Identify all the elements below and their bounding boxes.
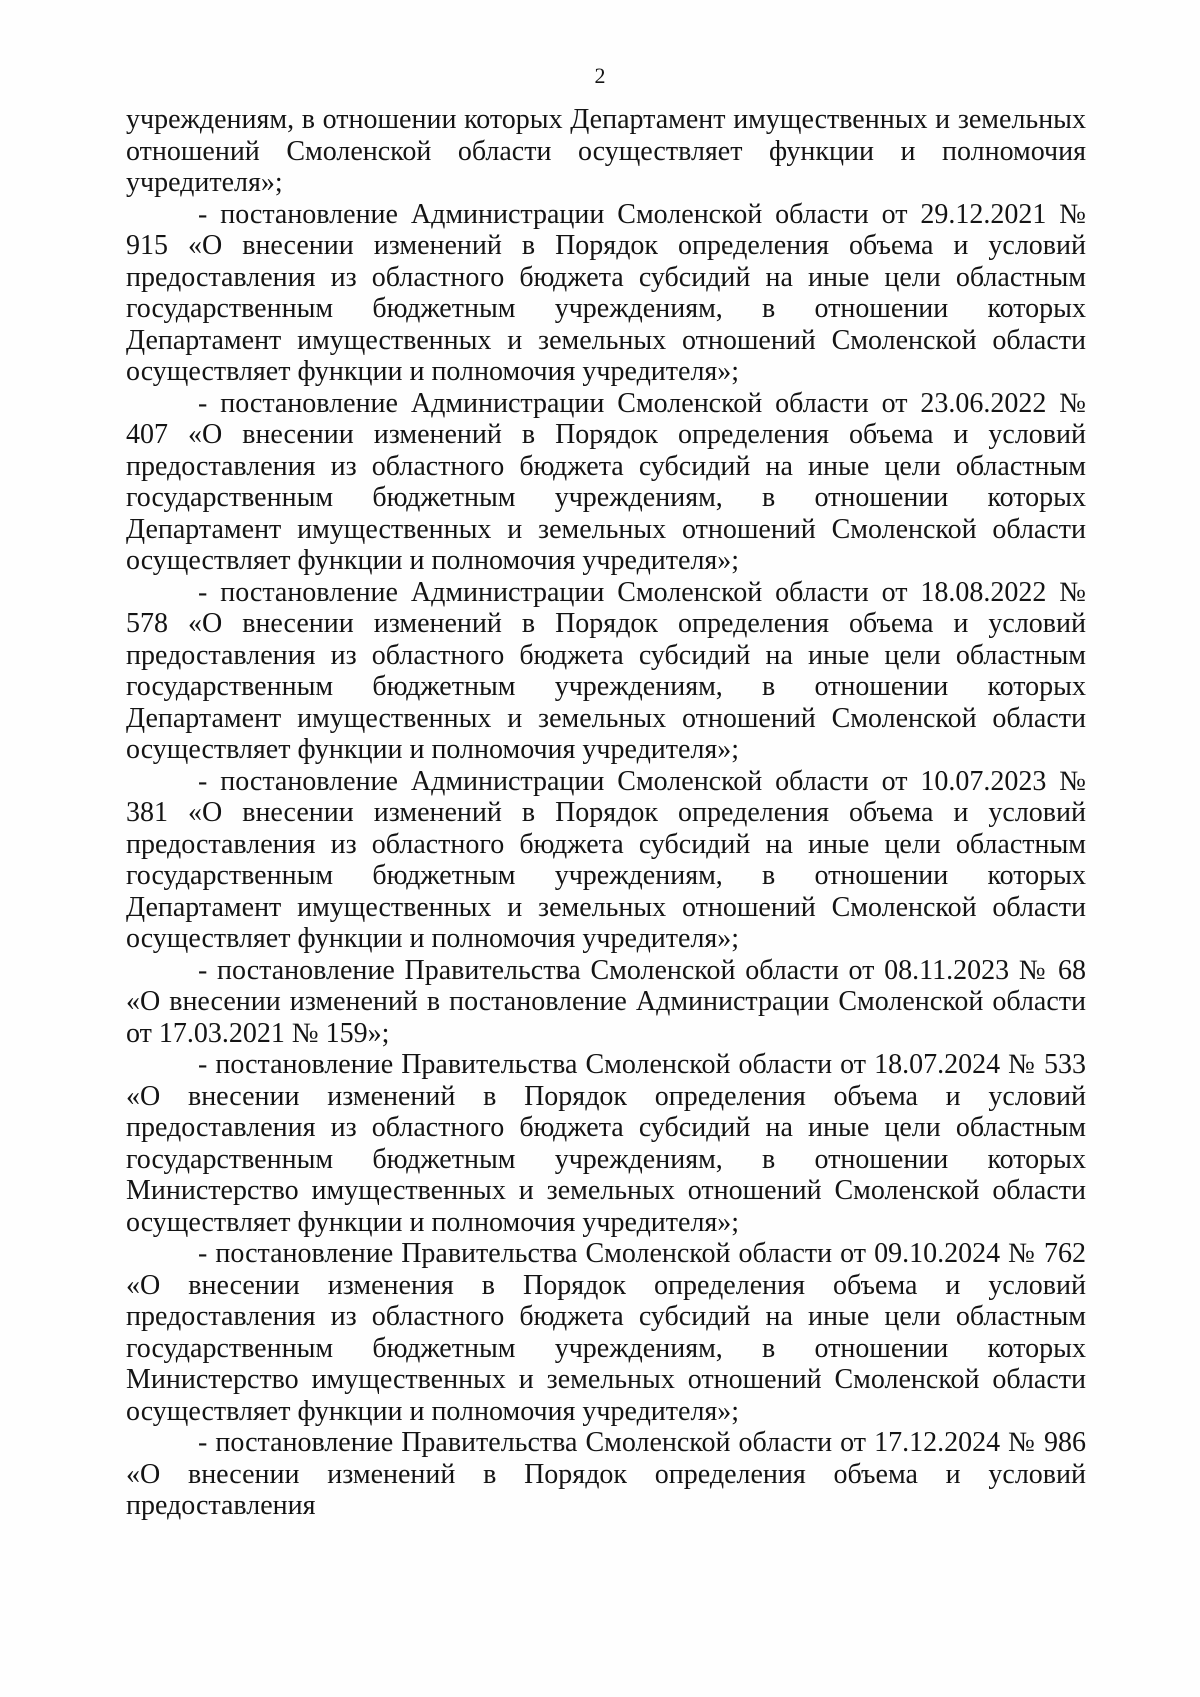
paragraph-continuation: учреждениям, в отношении которых Департамент имущественных и земельных отношений Смоленской области осуществляет функции и полномочия учредителя»; — [126, 104, 1086, 198]
document-body — [126, 104, 1086, 1522]
list-item-decree-986: - постановление Правительства Смоленской области от 17.12.2024 № 986 «О внесении изменений в Порядок определения объема и условий предоставления — [126, 1427, 1086, 1521]
list-item-decree-533: - постановление Правительства Смоленской области от 18.07.2024 № 533 «О внесении изменений в Порядок определения объема и условий предоставления из областного бюджета субсидий на иные цели областным государственным бюджетным учреждениям, в отношении которых Министерство имущественных и земельных отношений Смоленской области осуществляет функции и полномочия учредителя»; — [126, 1049, 1086, 1238]
list-item-decree-578: - постановление Администрации Смоленской области от 18.08.2022 № 578 «О внесении изменений в Порядок определения объема и условий предоставления из областного бюджета субсидий на иные цели областным государственным бюджетным учреждениям, в отношении которых Департамент имущественных и земельных отношений Смоленской области осуществляет функции и полномочия учредителя»; — [126, 576, 1086, 765]
list-item-decree-381: - постановление Администрации Смоленской области от 10.07.2023 № 381 «О внесении изменений в Порядок определения объема и условий предоставления из областного бюджета субсидий на иные цели областным государственным бюджетным учреждениям, в отношении которых Департамент имущественных и земельных отношений Смоленской области осуществляет функции и полномочия учредителя»; — [126, 765, 1086, 954]
page-number: 2 — [594, 63, 606, 88]
list-item-decree-762: - постановление Правительства Смоленской области от 09.10.2024 № 762 «О внесении изменения в Порядок определения объема и условий предоставления из областного бюджета субсидий на иные цели областным государственным бюджетным учреждениям, в отношении которых Министерство имущественных и земельных отношений Смоленской области осуществляет функции и полномочия учредителя»; — [126, 1238, 1086, 1427]
list-item-decree-68: - постановление Правительства Смоленской области от 08.11.2023 № 68 «О внесении изменений в постановление Администрации Смоленской области от 17.03.2021 № 159»; — [126, 954, 1086, 1049]
list-item-decree-915: - постановление Администрации Смоленской области от 29.12.2021 № 915 «О внесении изменений в Порядок определения объема и условий предоставления из областного бюджета субсидий на иные цели областным государственным бюджетным учреждениям, в отношении которых Департамент имущественных и земельных отношений Смоленской области осуществляет функции и полномочия учредителя»; — [126, 198, 1086, 387]
list-item-decree-407: - постановление Администрации Смоленской области от 23.06.2022 № 407 «О внесении изменений в Порядок определения объема и условий предоставления из областного бюджета субсидий на иные цели областным государственным бюджетным учреждениям, в отношении которых Департамент имущественных и земельных отношений Смоленской области осуществляет функции и полномочия учредителя»; — [126, 387, 1086, 576]
